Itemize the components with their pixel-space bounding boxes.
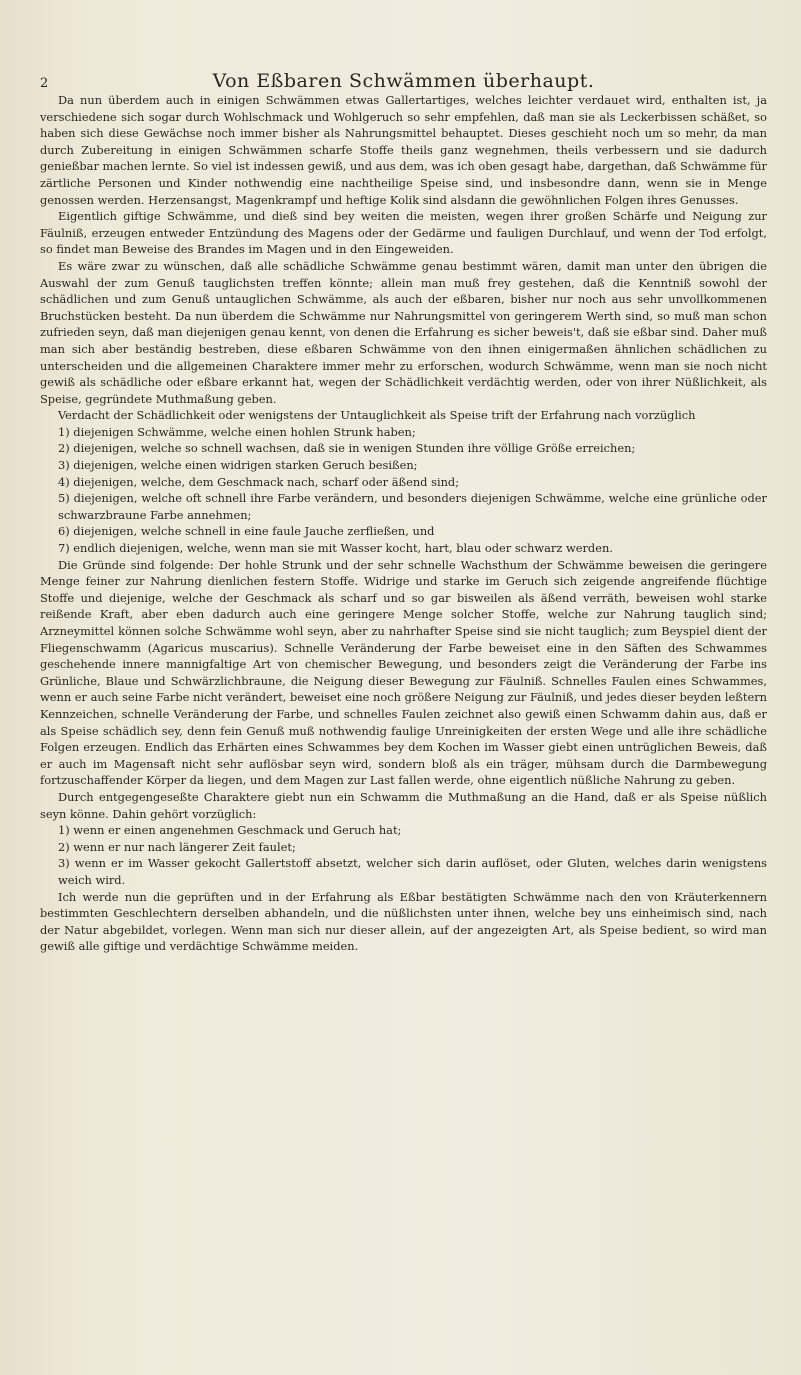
- paragraph-poisonous: Eigentlich giftige Schwämme, und dieß sind bey weiten die meisten, wegen ihrer großen Schärfe und Neigung zur Fäulniß, erzeugen entweder Entzündung des Magens oder der Gedärme und fauligen Durchlauf, und wenn der Tod erfolgt, so findet man Beweise des Brandes im Magen und in den Eingeweiden.: [40, 209, 767, 257]
- paragraph-conclusion-intro: Durch entgegengeseßte Charaktere giebt nun ein Schwamm die Muthmaßung an die Hand, daß er als Speise nüßlich seyn könne. Dahin gehört vorzüglich:: [40, 789, 767, 821]
- page-header: [40, 52, 767, 92]
- paragraph-suspicion: Verdacht der Schädlichkeit oder wenigstens der Untauglichkeit als Speise trift der Erfahrung nach vorzüglich: [58, 408, 696, 423]
- paragraph-intro: Da nun überdem auch in einigen Schwämmen etwas Gallertartiges, welches leichter verdauet wird, enthalten ist, ja verschiedene sich sogar durch Wohlschmack und Wohlgeruch so sehr empfehlen, daß man sie als Leckerbissen schäßet, so haben sich diese Gewächse noch immer bisher als Nahrungsmittel behauptet. Dieses geschieht noch um so mehr, da man durch Zubereitung in einigen Schwämmen scharfe Stoffe theils ganz wegnehmen, theils verbessern und sie dadurch genießbar machen lernte. So viel ist indessen gewiß, und aus dem, was ich oben gesagt habe, dargethan, daß Schwämme für zärtliche Personen und Kinder nothwendig eine nachtheilige Speise sind, und insbesondre dann, wenn sie in Menge genossen werden. Herzensangst, Magenkrampf und heftige Kolik sind alsdann die gewöhnlichen Folgen ihres Genusses.: [40, 93, 767, 207]
- suspect-list: [40, 424, 767, 557]
- list-item: 6) diejenigen, welche schnell in eine faule Jauche zerfließen, und: [58, 524, 435, 539]
- useful-list: [40, 822, 767, 888]
- page-number: 2: [40, 76, 49, 91]
- list-item: 1) wenn er einen angenehmen Geschmack und Geruch hat;: [58, 823, 402, 838]
- paragraph-knowledge: Es wäre zwar zu wünschen, daß alle schädliche Schwämme genau bestimmt wären, damit man unter den übrigen die Auswahl der zum Genuß tauglichsten treffen könnte; allein man muß frey gestehen, daß die Kenntniß sowohl der schädlichen und zum Genuß untauglichen Schwämme, als auch der eßbaren, bisher nur noch aus sehr unvollkommenen Bruchstücken besteht. Da nun überdem die Schwämme nur Nahrungsmittel von geringerem Werth sind, so muß man schon zufrieden seyn, daß man diejenigen genau kennt, von denen die Erfahrung es sicher beweis't, daß sie eßbar sind. Daher muß man sich aber beständig bestreben, diese eßbaren Schwämme von den ihnen einigermaßen ähnlichen schädlichen zu unterscheiden und die allgemeinen Charaktere immer mehr zu erforschen, wodurch Schwämme, wenn man sie noch nicht gewiß als schädliche oder eßbare erkannt hat, wegen der Schädlichkeit verdächtig werden, oder von ihrer Nüßlichkeit, als Speise, gegründete Muthmaßung geben.: [40, 258, 767, 406]
- list-item: 7) endlich diejenigen, welche, wenn man sie mit Wasser kocht, hart, blau oder schwarz werden.: [58, 541, 613, 556]
- list-item: 2) diejenigen, welche so schnell wachsen, daß sie in wenigen Stunden ihre völlige Größe erreichen;: [58, 441, 636, 456]
- body-text: [40, 92, 767, 955]
- list-item: 2) wenn er nur nach längerer Zeit faulet;: [58, 839, 296, 854]
- list-item: 3) wenn er im Wasser gekocht Gallertstoff absetzt, welcher sich darin auflöset, oder Gluten, welches darin wenigstens weich wird.: [58, 856, 767, 887]
- list-item: 3) diejenigen, welche einen widrigen starken Geruch besißen;: [58, 458, 418, 473]
- list-item: 1) diejenigen Schwämme, welche einen hohlen Strunk haben;: [58, 424, 416, 439]
- list-item: 4) diejenigen, welche, dem Geschmack nach, scharf oder äßend sind;: [58, 474, 460, 489]
- list-item: 5) diejenigen, welche oft schnell ihre Farbe verändern, und besonders diejenigen Schwämme, welche eine grünliche oder schwarzbraune Farbe annehmen;: [58, 491, 767, 522]
- paragraph-closing: Ich werde nun die geprüften und in der Erfahrung als Eßbar bestätigten Schwämme nach den von Kräuterkennern bestimmten Geschlechtern derselben abhandeln, und die nüßlichsten unter ihnen, welche bey uns einheimisch sind, nach der Natur abgebildet, vorlegen. Wenn man sich nur dieser allein, auf der angezeigten Art, als Speise bedient, so wird man gewiß alle giftige und verdächtige Schwämme meiden.: [40, 889, 767, 954]
- running-head: Von Eßbaren Schwämmen überhaupt.: [212, 70, 595, 92]
- paragraph-reasons: Die Gründe sind folgende: Der hohle Strunk und der sehr schnelle Wachsthum der Schwämme beweisen die geringere Menge feiner zur Nahrung dienlichen festern Stoffe. Widrige und starke im Geruch sich zeigende angreifende flüchtige Stoffe und diejenige, welche der Geschmack als scharf und so gar bisweilen als äßend verräth, beweisen wohl starke reißende Kraft, aber eben dadurch auch eine geringere Menge solcher Stoffe, welche zur Nahrung tauglich sind; Arzneymittel können solche Schwämme wohl seyn, aber zu nahrhafter Speise sind sie nicht tauglich; zum Beyspiel dient der Fliegenschwamm (Agaricus muscarius). Schnelle Veränderung der Farbe beweiset eine in den Säften des Schwammes geschehende innere mannigfaltige Art von chemischer Bewegung, und besonders zeigt die Veränderung der Farbe ins Grünliche, Blaue und Schwärzlichbraune, die Neigung dieser Bewegung zur Fäulniß. Schnelles Faulen eines Schwammes, wenn er auch seine Farbe nicht verändert, beweiset eine noch größere Neigung zur Fäulniß, und jedes dieser beyden leßtern Kennzeichen, schnelle Veränderung der Farbe, und schnelles Faulen zeichnet also gewiß einen Schwamm dahin aus, daß er als Speise schädlich sey, denn fein Genuß muß nothwendig faulige Unreinigkeiten der ersten Wege und alle ihre schädliche Folgen erzeugen. Endlich das Erhärten eines Schwammes bey dem Kochen im Wasser giebt einen untrüglichen Beweis, daß er auch im Magensaft nicht sehr auflösbar seyn wird, sondern bloß als ein träger, mühsam durch die Darmbewegung fortzuschaffender Körper da liegen, und dem Magen zur Last fallen werde, ohne eigentlich nüßliche Nahrung zu geben.: [40, 557, 767, 788]
